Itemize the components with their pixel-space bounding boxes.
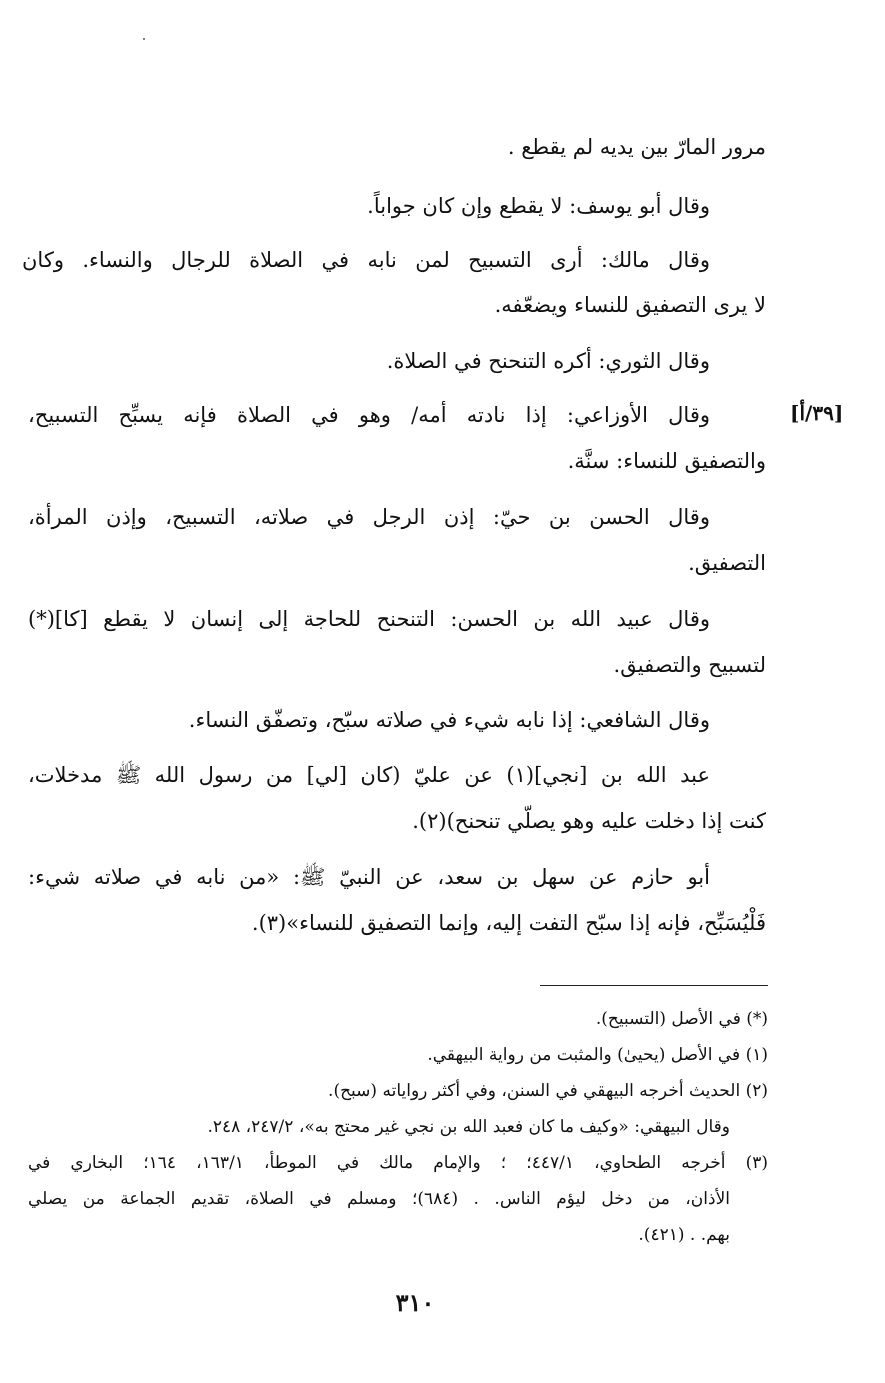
text-line-10: وقال عبيد الله بن الحسن: التنحنح للحاجة إلى إنسان لا يقطع [كا](*) — [28, 607, 710, 631]
footnote-star: (*) في الأصل (التسبيح). — [595, 1009, 768, 1029]
text-line-1: مرور المارّ بين يديه لم يقطع . — [507, 135, 766, 159]
footnote-2-continued: وقال البيهقي: «وكيف ما كان فعبد الله بن نجي غير محتج به»، ٢٤٧/٢، ٢٤٨. — [207, 1117, 730, 1137]
page-number: ٣١٠ — [395, 1288, 435, 1317]
text-line-15: أبو حازم عن سهل بن سعد، عن النبيّ ﷺ: «من نابه في صلاته شيء: — [28, 865, 710, 889]
text-line-12: وقال الشافعي: إذا نابه شيء في صلاته سبّح، وتصفّق النساء. — [188, 708, 710, 732]
scan-speck — [143, 38, 145, 40]
footnote-3-line-3: بهم. . (٤٢١). — [638, 1225, 730, 1245]
text-line-13: عبد الله بن [نجي](١) عن عليّ (كان [لي] من رسول الله ﷺ مدخلات، — [28, 763, 710, 787]
text-line-2: وقال أبو يوسف: لا يقطع وإن كان جواباً. — [367, 194, 710, 218]
footnote-separator — [540, 985, 768, 986]
footnote-3: (٣) أخرجه الطحاوي، ٤٤٧/١؛ ؛ والإمام مالك في الموطأ، ١٦٣/١، ١٦٤؛ البخاري في — [28, 1153, 769, 1173]
text-line-5: وقال الثوري: أكره التنحنح في الصلاة. — [386, 349, 710, 373]
text-line-7: والتصفيق للنساء: سنَّة. — [567, 449, 766, 473]
footnote-3-line-2: الأذان، من دخل ليؤم الناس. . (٦٨٤)؛ ومسلم في الصلاة، تقديم الجماعة من يصلي — [28, 1189, 730, 1209]
text-line-8: وقال الحسن بن حيّ: إذن الرجل في صلاته، التسبيح، وإذن المرأة، — [28, 505, 710, 529]
text-line-3: وقال مالك: أرى التسبيح لمن نابه في الصلاة للرجال والنساء. وكان — [22, 248, 710, 272]
footnote-1: (١) في الأصل (يحيىٰ) والمثبت من رواية البيهقي. — [427, 1045, 768, 1065]
margin-folio-note: [٣٩/أ] — [790, 401, 844, 425]
text-line-4: لا يرى التصفيق للنساء ويضعّفه. — [494, 293, 766, 317]
text-line-11: لتسبيح والتصفيق. — [613, 653, 766, 677]
footnote-2: (٢) الحديث أخرجه البيهقي في السنن، وفي أكثر رواياته (سبح). — [328, 1081, 768, 1101]
text-line-14: كنت إذا دخلت عليه وهو يصلّي تنحنح)(٢). — [412, 809, 766, 833]
text-line-6: وقال الأوزاعي: إذا نادته أمه/ وهو في الصلاة فإنه يسبِّح التسبيح، — [28, 403, 710, 427]
text-line-9: التصفيق. — [688, 551, 766, 575]
text-line-16: فَلْيُسَبِّح، فإنه إذا سبّح التفت إليه، وإنما التصفيق للنساء»(٣). — [251, 911, 766, 935]
